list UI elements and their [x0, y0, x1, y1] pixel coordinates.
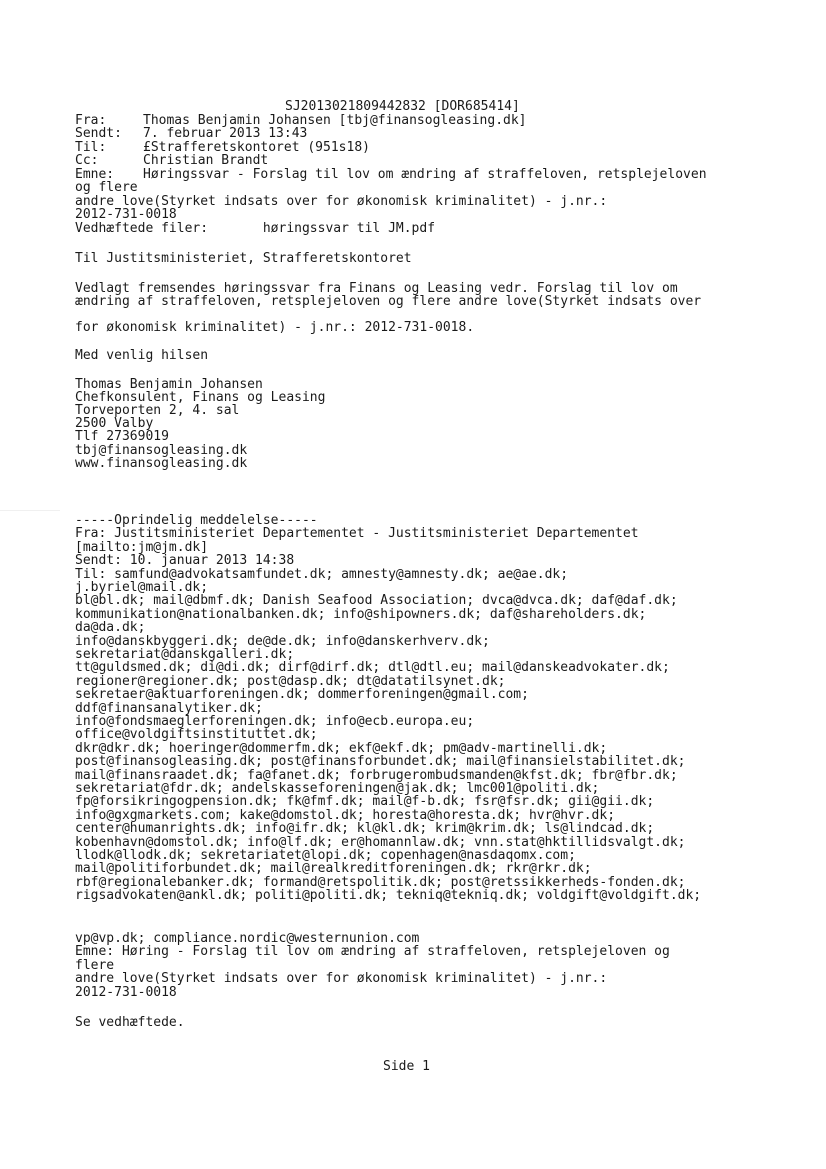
original-line: Sendt: 10. januar 2013 14:38 — [75, 553, 295, 569]
original-line: kobenhavn@domstol.dk; info@lf.dk; er@homannlaw.dk; vnn.stat@hktillidsvalgt.dk; — [75, 834, 686, 850]
original-line: mail@finansraadet.dk; fa@fanet.dk; forbrugerombudsmanden@kfst.dk; fbr@fbr.dk; — [75, 767, 678, 783]
header-value: 7. februar 2013 13:43 — [143, 126, 308, 141]
header-label: Sendt: — [75, 126, 122, 141]
original-line: 2012-731-0018 — [75, 984, 177, 1000]
subject-continuation: og flere — [75, 180, 138, 195]
page-number: Side 1 — [383, 1059, 430, 1074]
original-line: mail@politiforbundet.dk; mail@realkreditforeningen.dk; rkr@rkr.dk; — [75, 861, 592, 877]
signature-line: Thomas Benjamin Johansen — [75, 377, 263, 392]
original-line: dkr@dkr.dk; hoeringer@dommerfm.dk; ekf@ekf.dk; pm@adv-martinelli.dk; — [75, 740, 608, 756]
original-line: Emne: Høring - Forslag til lov om ændring af straffeloven, retsplejeloven og — [75, 944, 670, 960]
header-label: Fra: — [75, 113, 107, 128]
scan-artifact — [0, 510, 60, 511]
original-line: info@fondsmaeglerforeningen.dk; info@ecb.europa.eu; — [75, 714, 475, 729]
signature-email: tbj@finansogleasing.dk — [75, 443, 248, 458]
original-line: sekretaer@aktuarforeningen.dk; dommerforeningen@gmail.com; — [75, 687, 529, 703]
header-row-sent — [75, 127, 307, 140]
greeting: Til Justitsministeriet, Strafferetskontoret — [75, 251, 412, 266]
header-row-cc — [75, 154, 268, 167]
original-line: -----Oprindelig meddelelse----- — [75, 513, 318, 528]
original-line: regioner@regioner.dk; post@dasp.dk; dt@datatilsynet.dk; — [75, 673, 506, 689]
original-line: kommunikation@nationalbanken.dk; info@shipowners.dk; daf@shareholders.dk; — [75, 606, 647, 622]
body-line: ændring af straffeloven, retsplejeloven og flere andre love(Styrket indsats over — [75, 294, 702, 309]
original-line: llodk@llodk.dk; sekretariatet@lopi.dk; copenhagen@nasdaqomx.com; — [75, 848, 576, 863]
header-value: Høringssvar - Forslag til lov om ændring af straffeloven, retsplejeloven — [143, 167, 707, 182]
attachments-line: Vedhæftede filer: høringssvar til JM.pdf — [75, 221, 436, 236]
original-line: tt@guldsmed.dk; di@di.dk; dirf@dirf.dk; dtl@dtl.eu; mail@danskeadvokater.dk; — [75, 660, 670, 676]
document-id: SJ2013021809442832 [DOR685414] — [285, 99, 520, 114]
signature-line: 2500 Valby — [75, 416, 154, 431]
original-line: j.byriel@mail.dk; — [75, 580, 209, 595]
body-line: Vedlagt fremsendes høringssvar fra Finans og Leasing vedr. Forslag til lov om — [75, 281, 678, 296]
subject-continuation: andre love(Styrket indsats over for økonomisk kriminalitet) - j.nr.: — [75, 194, 608, 209]
original-line: info@danskbyggeri.dk; de@de.dk; info@danskerhverv.dk; — [75, 633, 490, 649]
original-line: rbf@regionalebanker.dk; formand@retspolitik.dk; post@retssikkerheds-fonden.dk; — [75, 874, 686, 890]
original-line: flere — [75, 957, 115, 973]
original-line: office@voldgiftsinstituttet.dk; — [75, 727, 318, 743]
original-line: rigsadvokaten@ankl.dk; politi@politi.dk; tekniq@tekniq.dk; voldgift@voldgift.dk; — [75, 888, 702, 904]
signature-line: Chefkonsulent, Finans og Leasing — [75, 390, 326, 405]
header-label: Cc: — [75, 153, 99, 168]
original-line: fp@forsikringogpension.dk; fk@fmf.dk; mail@f-b.dk; fsr@fsr.dk; gii@gii.dk; — [75, 794, 655, 810]
original-line: post@finansogleasing.dk; post@finansforbundet.dk; mail@finansielstabilitet.dk; — [75, 754, 686, 770]
original-line: vp@vp.dk; compliance.nordic@westernunion.com — [75, 931, 420, 946]
body-line: for økonomisk kriminalitet) - j.nr.: 2012-731-0018. — [75, 320, 475, 335]
original-line: ddf@finansanalytiker.dk; — [75, 700, 263, 716]
header-value: Christian Brandt — [143, 153, 269, 168]
see-attached: Se vedhæftede. — [75, 1015, 185, 1030]
original-line: [mailto:jm@jm.dk] — [75, 539, 209, 555]
header-value: £Strafferetskontoret (951s18) — [143, 140, 370, 155]
original-line: andre love(Styrket indsats over for økonomisk kriminalitet) - j.nr.: — [75, 971, 608, 987]
header-label: Emne: — [75, 167, 115, 182]
original-line: info@gxgmarkets.com; kake@domstol.dk; horesta@horesta.dk; hvr@hvr.dk; — [75, 807, 616, 823]
original-line: Fra: Justitsministeriet Departementet - Justitsministeriet Departementet — [75, 526, 639, 542]
header-label: Til: — [75, 140, 107, 155]
header-value: Thomas Benjamin Johansen [tbj@finansogleasing.dk] — [143, 113, 527, 128]
closing: Med venlig hilsen — [75, 348, 209, 363]
original-line: center@humanrights.dk; info@ifr.dk; kl@kl.dk; krim@krim.dk; ls@lindcad.dk; — [75, 821, 655, 837]
signature-line: Tlf 27369019 — [75, 429, 169, 444]
header-row-subject — [75, 168, 707, 181]
original-line: sekretariat@fdr.dk; andelskasseforeningen@jak.dk; lmc001@politi.dk; — [75, 781, 600, 796]
original-line: da@da.dk; — [75, 620, 146, 636]
original-line: bl@bl.dk; mail@dbmf.dk; Danish Seafood Association; dvca@dvca.dk; daf@daf.dk; — [75, 593, 678, 609]
signature-website: www.finansogleasing.dk — [75, 456, 248, 471]
original-line: Til: samfund@advokatsamfundet.dk; amnesty@amnesty.dk; ae@ae.dk; — [75, 566, 569, 582]
signature-line: Torveporten 2, 4. sal — [75, 403, 240, 418]
original-line: sekretariat@danskgalleri.dk; — [75, 647, 295, 662]
subject-continuation: 2012-731-0018 — [75, 207, 177, 222]
